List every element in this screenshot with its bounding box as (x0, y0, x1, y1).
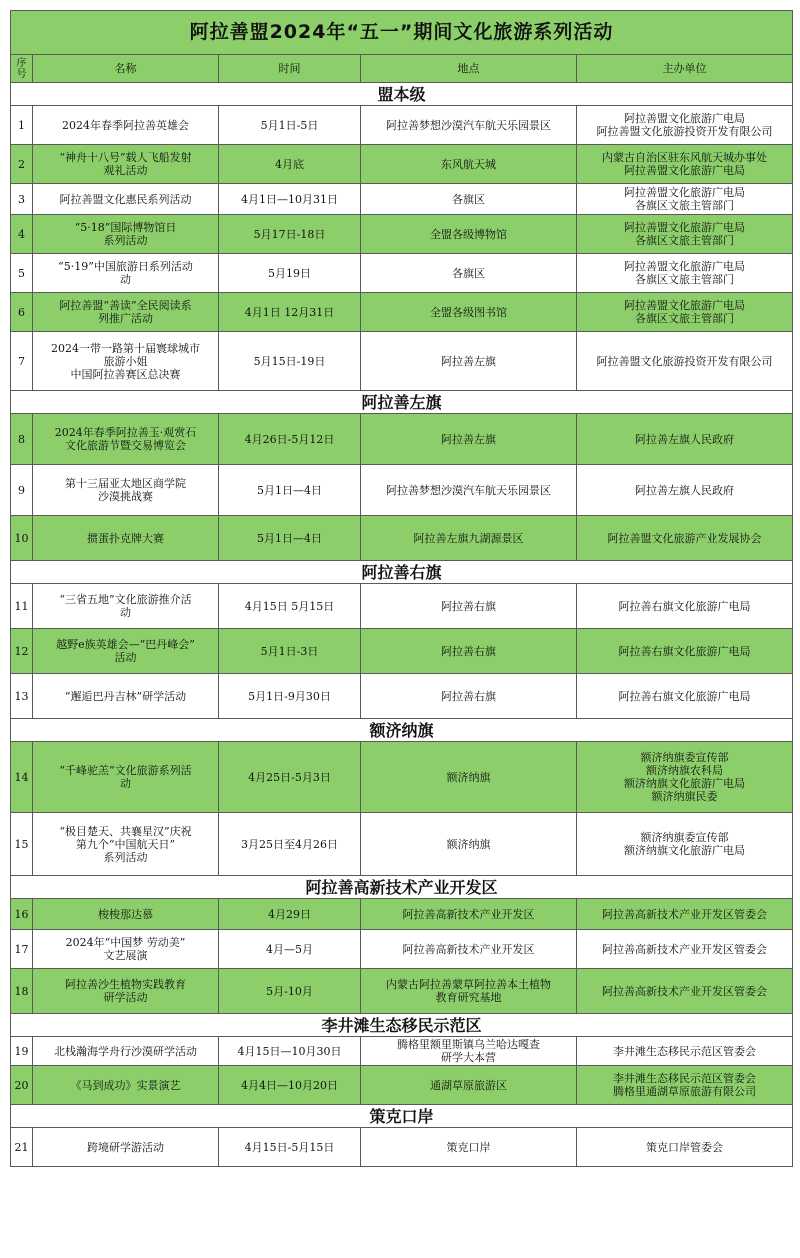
header-org: 主办单位 (577, 55, 793, 83)
cell-org: 阿拉善右旗文化旅游广电局 (577, 674, 793, 719)
cell-no: 14 (11, 742, 33, 813)
cell-no: 1 (11, 106, 33, 145)
cell-no: 5 (11, 254, 33, 293)
cell-no: 13 (11, 674, 33, 719)
cell-time: 5月19日 (219, 254, 361, 293)
table-row (11, 1066, 793, 1105)
section-label: 策克口岸 (11, 1105, 793, 1128)
cell-time: 4月1日 12月31日 (219, 293, 361, 332)
cell-place: 阿拉善右旗 (361, 584, 577, 629)
section-label: 额济纳旗 (11, 719, 793, 742)
header-no: 序号 (11, 55, 33, 83)
cell-no: 18 (11, 969, 33, 1014)
cell-place: 阿拉善左旗九湖源景区 (361, 516, 577, 561)
cell-name: “邂逅巴丹吉林”研学活动 (33, 674, 219, 719)
cell-org: 阿拉善高新技术产业开发区管委会 (577, 930, 793, 969)
header-row (11, 55, 793, 83)
table-row (11, 332, 793, 391)
cell-place: 阿拉善左旗 (361, 414, 577, 465)
cell-place: 额济纳旗 (361, 742, 577, 813)
cell-no: 7 (11, 332, 33, 391)
cell-no: 9 (11, 465, 33, 516)
cell-no: 12 (11, 629, 33, 674)
cell-time: 5月17日-18日 (219, 215, 361, 254)
cell-org: 阿拉善右旗文化旅游广电局 (577, 584, 793, 629)
header-time: 时间 (219, 55, 361, 83)
cell-place: 腾格里额里斯镇乌兰哈达嘎查 研学大本营 (361, 1037, 577, 1066)
cell-place: 阿拉善右旗 (361, 674, 577, 719)
cell-time: 5月-10月 (219, 969, 361, 1014)
cell-time: 4月15日—10月30日 (219, 1037, 361, 1066)
table-row (11, 674, 793, 719)
cell-no: 2 (11, 145, 33, 184)
cell-name: 越野e族英雄会—“巴丹峰会” 活动 (33, 629, 219, 674)
activity-table-sheet (10, 10, 792, 1167)
cell-place: 阿拉善右旗 (361, 629, 577, 674)
cell-time: 4月15日 5月15日 (219, 584, 361, 629)
cell-name: “极目楚天、共襄星汉”庆祝 第九个“中国航天日” 系列活动 (33, 813, 219, 876)
table-row (11, 742, 793, 813)
section-row (11, 1105, 793, 1128)
cell-place: 全盟各级博物馆 (361, 215, 577, 254)
cell-place: 策克口岸 (361, 1128, 577, 1167)
cell-org: 李井滩生态移民示范区管委会 (577, 1037, 793, 1066)
cell-name: 阿拉善盟“善读”全民阅读系 列推广活动 (33, 293, 219, 332)
cell-time: 4月—5月 (219, 930, 361, 969)
cell-place: 内蒙古阿拉善蒙草阿拉善本土植物 教育研究基地 (361, 969, 577, 1014)
cell-name: “5·19”中国旅游日系列活动 动 (33, 254, 219, 293)
cell-name: 跨境研学游活动 (33, 1128, 219, 1167)
section-row (11, 876, 793, 899)
cell-org: 阿拉善盟文化旅游广电局 阿拉善盟文化旅游投资开发有限公司 (577, 106, 793, 145)
cell-no: 11 (11, 584, 33, 629)
title-row (11, 11, 793, 55)
cell-no: 8 (11, 414, 33, 465)
cell-time: 4月15日-5月15日 (219, 1128, 361, 1167)
table-row (11, 1128, 793, 1167)
cell-time: 5月15日-19日 (219, 332, 361, 391)
cell-time: 5月1日-5日 (219, 106, 361, 145)
cell-no: 17 (11, 930, 33, 969)
header-place: 地点 (361, 55, 577, 83)
cell-name: “三省五地”文化旅游推介活 动 (33, 584, 219, 629)
cell-org: 阿拉善盟文化旅游广电局 各旗区文旅主管部门 (577, 184, 793, 215)
cell-place: 阿拉善梦想沙漠汽车航天乐园景区 (361, 465, 577, 516)
cell-place: 全盟各级图书馆 (361, 293, 577, 332)
table-row (11, 1037, 793, 1066)
section-row (11, 83, 793, 106)
table-row (11, 584, 793, 629)
table-row (11, 215, 793, 254)
cell-org: 阿拉善右旗文化旅游广电局 (577, 629, 793, 674)
table-row (11, 969, 793, 1014)
header-name: 名称 (33, 55, 219, 83)
cell-time: 5月1日—4日 (219, 516, 361, 561)
table-row (11, 293, 793, 332)
cell-time: 3月25日至4月26日 (219, 813, 361, 876)
cell-place: 阿拉善左旗 (361, 332, 577, 391)
cell-no: 21 (11, 1128, 33, 1167)
cell-name: 2024年春季阿拉善玉·观赏石 文化旅游节暨交易博览会 (33, 414, 219, 465)
cell-org: 李井滩生态移民示范区管委会 腾格里通湖草原旅游有限公司 (577, 1066, 793, 1105)
cell-org: 阿拉善盟文化旅游广电局 各旗区文旅主管部门 (577, 254, 793, 293)
cell-name: 阿拉善盟文化惠民系列活动 (33, 184, 219, 215)
cell-name: 梭梭那达慕 (33, 899, 219, 930)
cell-org: 内蒙古自治区驻东风航天城办事处 阿拉善盟文化旅游广电局 (577, 145, 793, 184)
section-label: 阿拉善高新技术产业开发区 (11, 876, 793, 899)
section-row (11, 1014, 793, 1037)
cell-org: 阿拉善盟文化旅游投资开发有限公司 (577, 332, 793, 391)
cell-name: “5·18”国际博物馆日 系列活动 (33, 215, 219, 254)
cell-org: 额济纳旗委宣传部 额济纳旗农科局 额济纳旗文化旅游广电局 额济纳旗民委 (577, 742, 793, 813)
cell-no: 19 (11, 1037, 33, 1066)
table-row (11, 184, 793, 215)
activity-table (10, 10, 793, 1167)
cell-time: 4月29日 (219, 899, 361, 930)
cell-place: 额济纳旗 (361, 813, 577, 876)
cell-name: 第十三届亚太地区商学院 沙漠挑战赛 (33, 465, 219, 516)
section-row (11, 719, 793, 742)
table-row (11, 106, 793, 145)
cell-no: 10 (11, 516, 33, 561)
table-row (11, 465, 793, 516)
cell-time: 4月1日—10月31日 (219, 184, 361, 215)
cell-place: 各旗区 (361, 184, 577, 215)
cell-name: 2024一带一路第十届寰球城市 旅游小姐 中国阿拉善赛区总决赛 (33, 332, 219, 391)
cell-org: 阿拉善盟文化旅游产业发展协会 (577, 516, 793, 561)
cell-name: 2024年“中国梦 劳动美” 文艺展演 (33, 930, 219, 969)
cell-no: 15 (11, 813, 33, 876)
cell-name: 《马到成功》实景演艺 (33, 1066, 219, 1105)
cell-no: 16 (11, 899, 33, 930)
cell-time: 4月底 (219, 145, 361, 184)
cell-org: 阿拉善盟文化旅游广电局 各旗区文旅主管部门 (577, 215, 793, 254)
cell-name: “神舟十八号”载人飞船发射 观礼活动 (33, 145, 219, 184)
cell-time: 4月25日-5月3日 (219, 742, 361, 813)
cell-name: 阿拉善沙生植物实践教育 研学活动 (33, 969, 219, 1014)
cell-place: 阿拉善高新技术产业开发区 (361, 930, 577, 969)
cell-org: 额济纳旗委宣传部 额济纳旗文化旅游广电局 (577, 813, 793, 876)
cell-place: 阿拉善高新技术产业开发区 (361, 899, 577, 930)
table-row (11, 629, 793, 674)
cell-name: “千峰驼羔”文化旅游系列活 动 (33, 742, 219, 813)
cell-org: 阿拉善左旗人民政府 (577, 414, 793, 465)
section-row (11, 561, 793, 584)
cell-place: 东风航天城 (361, 145, 577, 184)
table-row (11, 899, 793, 930)
cell-place: 通湖草原旅游区 (361, 1066, 577, 1105)
cell-no: 6 (11, 293, 33, 332)
table-row (11, 516, 793, 561)
cell-time: 5月1日—4日 (219, 465, 361, 516)
cell-org: 阿拉善高新技术产业开发区管委会 (577, 969, 793, 1014)
cell-name: 北栈瀚海学舟行沙漠研学活动 (33, 1037, 219, 1066)
cell-name: 掼蛋扑克牌大赛 (33, 516, 219, 561)
table-row (11, 930, 793, 969)
cell-no: 3 (11, 184, 33, 215)
cell-org: 阿拉善左旗人民政府 (577, 465, 793, 516)
cell-place: 阿拉善梦想沙漠汽车航天乐园景区 (361, 106, 577, 145)
cell-time: 5月1日-9月30日 (219, 674, 361, 719)
cell-name: 2024年春季阿拉善英雄会 (33, 106, 219, 145)
cell-time: 4月26日-5月12日 (219, 414, 361, 465)
section-label: 阿拉善右旗 (11, 561, 793, 584)
cell-org: 策克口岸管委会 (577, 1128, 793, 1167)
table-title: 阿拉善盟2024年“五一”期间文化旅游系列活动 (11, 11, 793, 55)
table-row (11, 145, 793, 184)
table-row (11, 813, 793, 876)
cell-no: 4 (11, 215, 33, 254)
cell-time: 4月4日—10月20日 (219, 1066, 361, 1105)
section-label: 盟本级 (11, 83, 793, 106)
cell-place: 各旗区 (361, 254, 577, 293)
section-label: 阿拉善左旗 (11, 391, 793, 414)
section-row (11, 391, 793, 414)
section-label: 李井滩生态移民示范区 (11, 1014, 793, 1037)
cell-org: 阿拉善高新技术产业开发区管委会 (577, 899, 793, 930)
table-row (11, 414, 793, 465)
cell-time: 5月1日-3日 (219, 629, 361, 674)
cell-org: 阿拉善盟文化旅游广电局 各旗区文旅主管部门 (577, 293, 793, 332)
table-row (11, 254, 793, 293)
cell-no: 20 (11, 1066, 33, 1105)
